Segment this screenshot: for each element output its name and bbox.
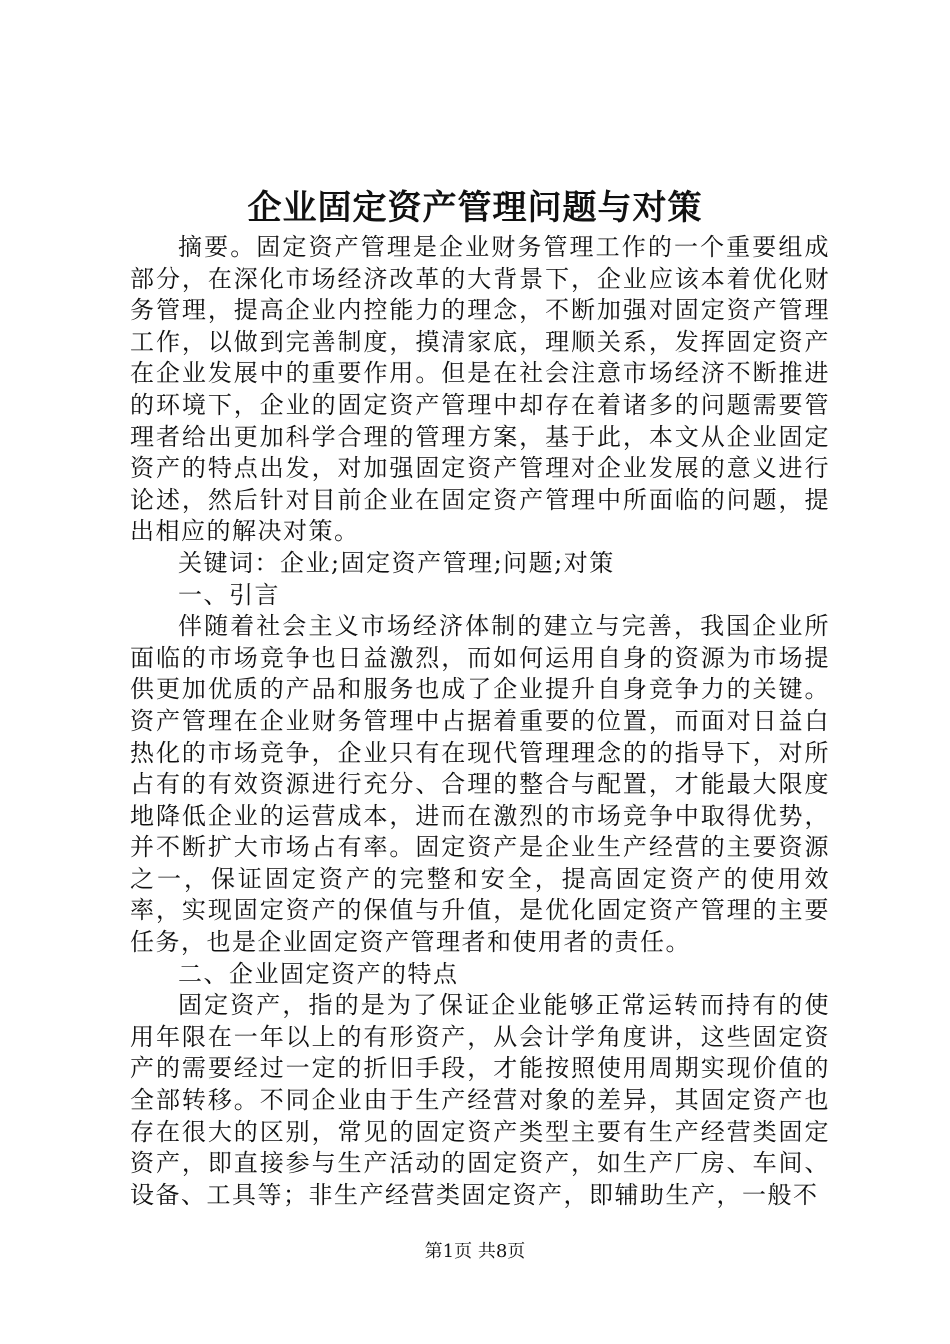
page-number-footer: 第1页 共8页	[424, 1241, 526, 1262]
document-body	[130, 232, 830, 1211]
keywords-line: 关键词：企业;固定资产管理;问题;对策	[178, 548, 615, 577]
abstract-paragraph: 摘要。固定资产管理是企业财务管理工作的一个重要组成部分，在深化市场经济改革的大背景下，企业应该本着优化财务管理，提高企业内控能力的理念，不断加强对固定资产管理工作，以做到完善制度，摸清家底，理顺关系，发挥固定资产在企业发展中的重要作用。但是在社会注意市场经济不断推进的环境下，企业的固定资产管理中却存在着诸多的问题需要管理者给出更加科学合理的管理方案，基于此，本文从企业固定资产的特点出发，对加强固定资产管理对企业发展的意义进行论述，然后针对目前企业在固定资产管理中所面临的问题，提出相应的解决对策。	[130, 233, 830, 546]
characteristics-paragraph: 固定资产，指的是为了保证企业能够正常运转而持有的使用年限在一年以上的有形资产，从会计学角度讲，这些固定资产的需要经过一定的折旧手段，才能按照使用周期实现价值的全部转移。不同企业由于生产经营对象的差异，其固定资产也存在很大的区别，常见的固定资产类型主要有生产经营类固定资产，即直接参与生产活动的固定资产，如生产厂房、车间、设备、工具等；非生产经营类固定资产，即辅助生产，一般不	[130, 991, 830, 1209]
section-heading-introduction: 一、引言	[178, 580, 280, 609]
introduction-paragraph: 伴随着社会主义市场经济体制的建立与完善，我国企业所面临的市场竞争也日益激烈，而如何运用自身的资源为市场提供更加优质的产品和服务也成了企业提升自身竞争力的关键。资产管理在企业财务管理中占据着重要的位置，而面对日益白热化的市场竞争，企业只有在现代管理理念的的指导下，对所占有的有效资源进行充分、合理的整合与配置，才能最大限度地降低企业的运营成本，进而在激烈的市场竞争中取得优势，并不断扩大市场占有率。固定资产是企业生产经营的主要资源之一，保证固定资产的完整和安全，提高固定资产的使用效率，实现固定资产的保值与升值，是优化固定资产管理的主要任务，也是企业固定资产管理者和使用者的责任。	[130, 612, 830, 957]
section-heading-characteristics: 二、企业固定资产的特点	[178, 959, 459, 988]
document-title: 企业固定资产管理问题与对策	[247, 188, 703, 228]
